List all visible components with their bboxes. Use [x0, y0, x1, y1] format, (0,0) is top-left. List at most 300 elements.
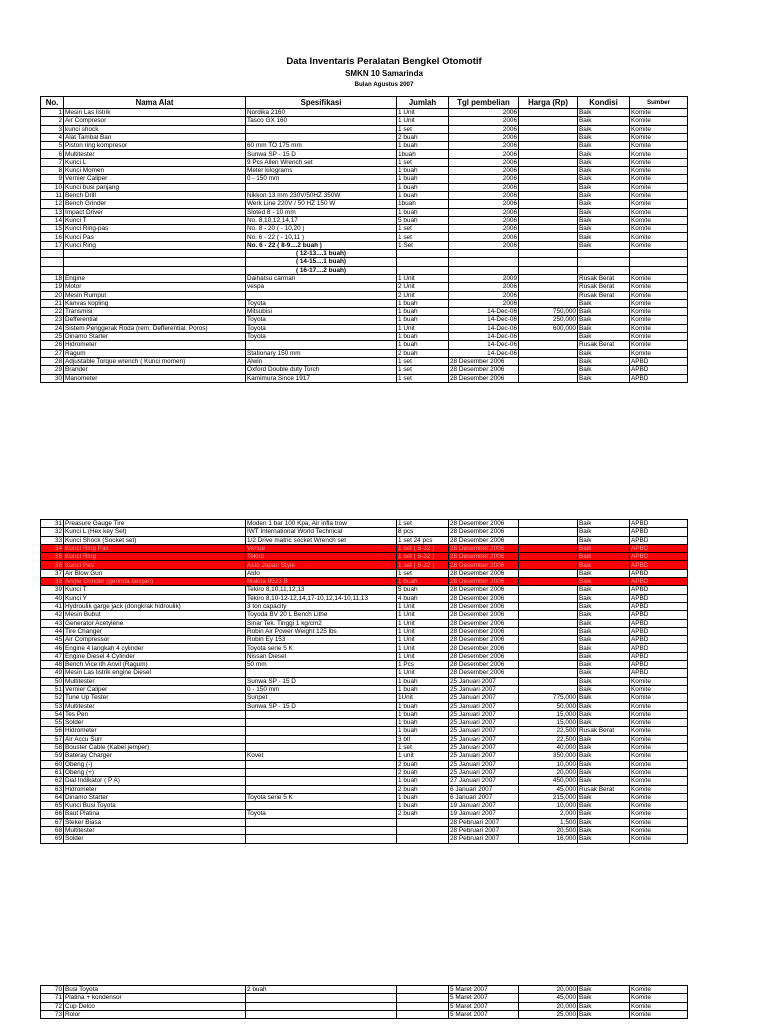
cell-no: 61: [41, 768, 64, 776]
cell-nama-alat: Multitester: [64, 826, 246, 834]
cell-spesifikasi: Sinar Tek. Tinggi 1 kg/cm2: [246, 619, 397, 627]
cell-harga: 10,000: [519, 760, 578, 768]
cell-no: 21: [41, 299, 64, 307]
cell-nama-alat: Hidrometer: [64, 727, 246, 735]
cell-harga: [519, 644, 578, 652]
cell-nama-alat: Multitester: [64, 677, 246, 685]
cell-jumlah: [397, 258, 449, 266]
cell-jumlah: 1buah: [397, 150, 449, 158]
cell-tgl-pembelian: 14-Dec-06: [449, 349, 519, 357]
cell-nama-alat: Brander: [64, 366, 246, 374]
cell-kondisi: Baik: [578, 835, 630, 843]
cell-no: 23: [41, 316, 64, 324]
cell-nama-alat: Bateray Charger: [64, 752, 246, 760]
cell-no: 38: [41, 578, 64, 586]
cell-kondisi: Baik: [578, 777, 630, 785]
table-row: [41, 216, 688, 224]
table-row: [41, 994, 688, 1002]
cell-harga: [519, 553, 578, 561]
table-row: [41, 341, 688, 349]
cell-nama-alat: Mesin Las listrik: [64, 109, 246, 117]
cell-no: [41, 266, 64, 274]
cell-kondisi: Baik: [578, 241, 630, 249]
cell-nama-alat: Alat Tambal Ban: [64, 133, 246, 141]
cell-nama-alat: Air Accu Surr: [64, 735, 246, 743]
cell-harga: [519, 233, 578, 241]
cell-tgl-pembelian: 28 Desember 2006: [449, 602, 519, 610]
header-kondisi: Kondisi: [578, 97, 630, 109]
cell-nama-alat: Engine 4 langkah 4 cylinder: [64, 644, 246, 652]
cell-no: 67: [41, 818, 64, 826]
cell-nama-alat: Manometer: [64, 374, 246, 382]
cell-kondisi: [578, 258, 630, 266]
cell-sumber: APBD: [630, 578, 688, 586]
document-title: Data Inventaris Peralatan Bengkel Otomotif: [286, 56, 482, 67]
cell-kondisi: Baik: [578, 810, 630, 818]
cell-harga: 22,500: [519, 727, 578, 735]
table-row: [41, 710, 688, 718]
cell-sumber: APBD: [630, 619, 688, 627]
cell-jumlah: 1 buah: [397, 702, 449, 710]
cell-kondisi: Rusak Berat: [578, 274, 630, 282]
cell-harga: [519, 536, 578, 544]
cell-harga: [519, 341, 578, 349]
cell-spesifikasi: Toyota: [246, 299, 397, 307]
cell-spesifikasi: [246, 994, 397, 1002]
school-name: SMKN 10 Samarinda: [345, 69, 423, 78]
cell-spesifikasi: Werk Line 220V / 50 HZ 150 W: [246, 200, 397, 208]
cell-sumber: Komite: [630, 777, 688, 785]
cell-nama-alat: Kunci T: [64, 216, 246, 224]
cell-nama-alat: Ragum: [64, 349, 246, 357]
cell-nama-alat: Solder: [64, 835, 246, 843]
table-row: [41, 374, 688, 382]
cell-kondisi: Baik: [578, 299, 630, 307]
cell-sumber: APBD: [630, 627, 688, 635]
cell-spesifikasi: Moden 1 bar 100 Kpa, Air infla trow: [246, 520, 397, 528]
cell-sumber: Komite: [630, 208, 688, 216]
cell-tgl-pembelian: 28 Desember 2006: [449, 528, 519, 536]
cell-no: 58: [41, 744, 64, 752]
cell-tgl-pembelian: 6 Januari 2007: [449, 793, 519, 801]
cell-no: 63: [41, 785, 64, 793]
cell-spesifikasi: ( 16-17....2 buah): [246, 266, 397, 274]
table-row: [41, 986, 688, 994]
cell-harga: [519, 274, 578, 282]
cell-spesifikasi: 3 ton capacity: [246, 602, 397, 610]
cell-harga: [519, 183, 578, 191]
table-row: [41, 602, 688, 610]
cell-kondisi: Baik: [578, 578, 630, 586]
cell-harga: [519, 299, 578, 307]
cell-nama-alat: Solder: [64, 719, 246, 727]
cell-sumber: Komite: [630, 694, 688, 702]
cell-nama-alat: Preasure Gauge Tire: [64, 520, 246, 528]
cell-nama-alat: Air Blow Gun: [64, 569, 246, 577]
cell-jumlah: 2 buah: [397, 349, 449, 357]
cell-nama-alat: Kunci Pas: [64, 233, 246, 241]
cell-jumlah: 1 set 24 pcs: [397, 536, 449, 544]
cell-harga: [519, 677, 578, 685]
cell-spesifikasi: [246, 744, 397, 752]
cell-no: 36: [41, 561, 64, 569]
cell-spesifikasi: Sunwa SP - 15 D: [246, 150, 397, 158]
cell-harga: [519, 258, 578, 266]
cell-spesifikasi: [246, 760, 397, 768]
cell-no: 8: [41, 167, 64, 175]
cell-jumlah: [397, 1002, 449, 1010]
cell-no: 4: [41, 133, 64, 141]
cell-sumber: APBD: [630, 553, 688, 561]
cell-kondisi: Rusak Berat: [578, 341, 630, 349]
cell-jumlah: 1 buah: [397, 793, 449, 801]
cell-harga: [519, 357, 578, 365]
table-row: [41, 536, 688, 544]
cell-tgl-pembelian: 2006: [449, 150, 519, 158]
table-row: [41, 233, 688, 241]
cell-nama-alat: Dinamo Starter: [64, 793, 246, 801]
cell-tgl-pembelian: 2006: [449, 216, 519, 224]
cell-spesifikasi: Nordika 2160: [246, 109, 397, 117]
cell-harga: [519, 291, 578, 299]
cell-harga: [519, 191, 578, 199]
cell-nama-alat: Mesin Las listrik engine Diesel: [64, 669, 246, 677]
cell-jumlah: 2 buah: [397, 810, 449, 818]
cell-tgl-pembelian: [449, 266, 519, 274]
cell-spesifikasi: 0 - 150 mm: [246, 175, 397, 183]
cell-jumlah: [397, 818, 449, 826]
cell-harga: 20,500: [519, 826, 578, 834]
cell-sumber: Komite: [630, 810, 688, 818]
cell-kondisi: Baik: [578, 544, 630, 552]
cell-spesifikasi: Toyota: [246, 810, 397, 818]
cell-sumber: APBD: [630, 374, 688, 382]
cell-tgl-pembelian: [449, 250, 519, 258]
cell-kondisi: Baik: [578, 986, 630, 994]
table-row: [41, 333, 688, 341]
cell-nama-alat: Hidrometer: [64, 785, 246, 793]
cell-tgl-pembelian: 25 Januari 2007: [449, 735, 519, 743]
cell-harga: [519, 685, 578, 693]
cell-nama-alat: Engine: [64, 274, 246, 282]
cell-kondisi: Baik: [578, 768, 630, 776]
cell-no: 39: [41, 586, 64, 594]
cell-jumlah: 1 Unit: [397, 611, 449, 619]
cell-harga: 250,000: [519, 316, 578, 324]
cell-harga: [519, 366, 578, 374]
table-row: [41, 208, 688, 216]
cell-kondisi: Baik: [578, 133, 630, 141]
table-row: [41, 150, 688, 158]
cell-tgl-pembelian: 2006: [449, 299, 519, 307]
cell-harga: [519, 216, 578, 224]
cell-spesifikasi: 2 buah: [246, 986, 397, 994]
cell-nama-alat: Vernier Caliper: [64, 685, 246, 693]
cell-jumlah: 2 Unit: [397, 291, 449, 299]
cell-nama-alat: Kunci Busi Toyota: [64, 802, 246, 810]
cell-jumlah: 2 buah: [397, 785, 449, 793]
cell-sumber: Komite: [630, 702, 688, 710]
cell-no: 57: [41, 735, 64, 743]
cell-nama-alat: Kunci T: [64, 586, 246, 594]
cell-tgl-pembelian: 28 Desember 2006: [449, 569, 519, 577]
cell-sumber: APBD: [630, 528, 688, 536]
cell-kondisi: Baik: [578, 694, 630, 702]
cell-tgl-pembelian: 28 Pebruari 2007: [449, 835, 519, 843]
cell-no: 51: [41, 685, 64, 693]
cell-no: 1: [41, 109, 64, 117]
table-row: [41, 569, 688, 577]
cell-nama-alat: Tire Changer: [64, 627, 246, 635]
cell-sumber: Komite: [630, 225, 688, 233]
cell-sumber: Komite: [630, 349, 688, 357]
header-spesifikasi: Spesifikasi: [246, 97, 397, 109]
cell-no: 17: [41, 241, 64, 249]
cell-jumlah: 1 set: [397, 125, 449, 133]
cell-harga: [519, 611, 578, 619]
cell-sumber: Komite: [630, 744, 688, 752]
cell-no: 26: [41, 341, 64, 349]
cell-nama-alat: Multitester: [64, 702, 246, 710]
table-row: [41, 627, 688, 635]
cell-sumber: Komite: [630, 677, 688, 685]
table-row: [41, 818, 688, 826]
cell-kondisi: Baik: [578, 561, 630, 569]
cell-nama-alat: Hidrometer: [64, 341, 246, 349]
table-row: [41, 702, 688, 710]
cell-spesifikasi: [246, 719, 397, 727]
cell-no: 44: [41, 627, 64, 635]
table-row: [41, 1002, 688, 1010]
cell-tgl-pembelian: 14-Dec-06: [449, 316, 519, 324]
cell-jumlah: 1 set: [397, 158, 449, 166]
cell-no: 33: [41, 536, 64, 544]
cell-jumlah: 1 buah: [397, 299, 449, 307]
cell-nama-alat: Dinamo Starter: [64, 333, 246, 341]
cell-sumber: Komite: [630, 768, 688, 776]
table-row: [41, 250, 688, 258]
cell-spesifikasi: No. 8,10,12,14,17: [246, 216, 397, 224]
cell-kondisi: Baik: [578, 586, 630, 594]
cell-jumlah: 1 buah: [397, 341, 449, 349]
cell-no: 46: [41, 644, 64, 652]
cell-kondisi: Baik: [578, 826, 630, 834]
cell-nama-alat: Kunci Shock (Socket set): [64, 536, 246, 544]
cell-tgl-pembelian: 25 Januari 2007: [449, 768, 519, 776]
cell-nama-alat: Angle Grinder (gerinda tangan): [64, 578, 246, 586]
cell-tgl-pembelian: 14-Dec-06: [449, 341, 519, 349]
table-row: [41, 611, 688, 619]
cell-tgl-pembelian: 28 Desember 2006: [449, 357, 519, 365]
cell-kondisi: Baik: [578, 191, 630, 199]
cell-nama-alat: Bench Grinder: [64, 200, 246, 208]
cell-tgl-pembelian: 28 Desember 2006: [449, 366, 519, 374]
cell-jumlah: 1 Unit: [397, 324, 449, 332]
cell-tgl-pembelian: 19 Januari 2007: [449, 802, 519, 810]
cell-sumber: Komite: [630, 1010, 688, 1018]
cell-jumlah: 2 buah: [397, 133, 449, 141]
cell-sumber: Komite: [630, 735, 688, 743]
cell-spesifikasi: No. 8 - 20 ( - 10,20 ): [246, 225, 397, 233]
cell-tgl-pembelian: 2006: [449, 233, 519, 241]
cell-tgl-pembelian: 28 Desember 2006: [449, 520, 519, 528]
cell-spesifikasi: [246, 710, 397, 718]
cell-tgl-pembelian: 28 Desember 2006: [449, 586, 519, 594]
cell-nama-alat: Tes Pen: [64, 710, 246, 718]
cell-no: 30: [41, 374, 64, 382]
cell-jumlah: 1 buah: [397, 308, 449, 316]
cell-jumlah: 1 buah: [397, 142, 449, 150]
cell-no: 42: [41, 611, 64, 619]
table-row: [41, 117, 688, 125]
cell-harga: [519, 349, 578, 357]
cell-kondisi: Baik: [578, 994, 630, 1002]
cell-tgl-pembelian: 25 Januari 2007: [449, 685, 519, 693]
cell-sumber: Komite: [630, 710, 688, 718]
cell-tgl-pembelian: 25 Januari 2007: [449, 752, 519, 760]
cell-sumber: Komite: [630, 216, 688, 224]
cell-kondisi: Baik: [578, 602, 630, 610]
cell-jumlah: 1 Unit: [397, 109, 449, 117]
cell-spesifikasi: Sunwa SP - 15 D: [246, 677, 397, 685]
table-row: [41, 167, 688, 175]
cell-harga: [519, 283, 578, 291]
table-row: [41, 241, 688, 249]
cell-jumlah: 1 Unit: [397, 619, 449, 627]
cell-jumlah: [397, 826, 449, 834]
cell-kondisi: Baik: [578, 594, 630, 602]
cell-jumlah: 1 buah: [397, 175, 449, 183]
cell-harga: 600,000: [519, 324, 578, 332]
cell-harga: 450,000: [519, 777, 578, 785]
cell-nama-alat: Kunci Momen: [64, 167, 246, 175]
cell-spesifikasi: Sloted 8 - 10 mm: [246, 208, 397, 216]
table-row: [41, 357, 688, 365]
cell-kondisi: Baik: [578, 374, 630, 382]
table-row: [41, 785, 688, 793]
cell-kondisi: Baik: [578, 520, 630, 528]
cell-jumlah: 1 Unit: [397, 274, 449, 282]
cell-sumber: Komite: [630, 785, 688, 793]
cell-jumlah: [397, 994, 449, 1002]
cell-nama-alat: Kunci Ring Pas: [64, 544, 246, 552]
cell-harga: [519, 225, 578, 233]
cell-spesifikasi: Toyota: [246, 333, 397, 341]
inventory-table-3: [40, 985, 688, 1019]
cell-tgl-pembelian: 28 Desember 2006: [449, 561, 519, 569]
cell-spesifikasi: [246, 669, 397, 677]
cell-tgl-pembelian: 25 Januari 2007: [449, 677, 519, 685]
table-row: [41, 191, 688, 199]
cell-kondisi: [578, 266, 630, 274]
table-row: [41, 719, 688, 727]
cell-spesifikasi: 9 Pcs Allen Wrench set: [246, 158, 397, 166]
cell-nama-alat: Air Compressor: [64, 636, 246, 644]
cell-tgl-pembelian: 14-Dec-06: [449, 324, 519, 332]
cell-kondisi: Baik: [578, 611, 630, 619]
cell-nama-alat: Mesin Rumput: [64, 291, 246, 299]
cell-jumlah: 1 set ( 8-32 ): [397, 544, 449, 552]
cell-harga: [519, 208, 578, 216]
cell-nama-alat: Rolor: [64, 1010, 246, 1018]
cell-tgl-pembelian: 28 Desember 2006: [449, 644, 519, 652]
cell-kondisi: Baik: [578, 1010, 630, 1018]
cell-sumber: Komite: [630, 316, 688, 324]
cell-sumber: APBD: [630, 669, 688, 677]
cell-jumlah: 1 buah: [397, 191, 449, 199]
cell-harga: [519, 669, 578, 677]
cell-harga: 15,000: [519, 719, 578, 727]
table-row: [41, 677, 688, 685]
cell-spesifikasi: Robin Ey 153: [246, 636, 397, 644]
cell-harga: 20,000: [519, 1002, 578, 1010]
cell-kondisi: Baik: [578, 349, 630, 357]
table-row: [41, 694, 688, 702]
cell-harga: [519, 200, 578, 208]
cell-spesifikasi: [246, 727, 397, 735]
cell-tgl-pembelian: 28 Desember 2006: [449, 619, 519, 627]
cell-harga: 20,000: [519, 768, 578, 776]
cell-spesifikasi: Venue: [246, 544, 397, 552]
cell-spesifikasi: [246, 735, 397, 743]
cell-no: 59: [41, 752, 64, 760]
cell-harga: [519, 528, 578, 536]
table-row: [41, 274, 688, 282]
cell-harga: [519, 561, 578, 569]
cell-kondisi: Baik: [578, 117, 630, 125]
cell-harga: [519, 150, 578, 158]
cell-no: 50: [41, 677, 64, 685]
table-row: [41, 125, 688, 133]
cell-jumlah: 1 set: [397, 569, 449, 577]
cell-sumber: APBD: [630, 594, 688, 602]
table-row: [41, 544, 688, 552]
cell-tgl-pembelian: 28 Desember 2006: [449, 553, 519, 561]
cell-jumlah: 1 buah: [397, 316, 449, 324]
cell-kondisi: Baik: [578, 553, 630, 561]
cell-tgl-pembelian: 25 Januari 2007: [449, 727, 519, 735]
cell-spesifikasi: vespa: [246, 283, 397, 291]
cell-kondisi: Baik: [578, 109, 630, 117]
cell-jumlah: 4 buah: [397, 594, 449, 602]
table-row: [41, 735, 688, 743]
cell-harga: [519, 167, 578, 175]
cell-harga: [519, 520, 578, 528]
cell-nama-alat: Bench Vice ith Anvil (Ragum): [64, 661, 246, 669]
cell-sumber: Komite: [630, 802, 688, 810]
cell-kondisi: Baik: [578, 1002, 630, 1010]
cell-spesifikasi: Oxford Double duty Torch: [246, 366, 397, 374]
cell-nama-alat: Defferential: [64, 316, 246, 324]
cell-jumlah: 1 set: [397, 520, 449, 528]
cell-sumber: Komite: [630, 109, 688, 117]
cell-no: 15: [41, 225, 64, 233]
cell-nama-alat: Kunci busi panjang: [64, 183, 246, 191]
cell-harga: [519, 241, 578, 249]
cell-harga: [519, 175, 578, 183]
cell-tgl-pembelian: 2006: [449, 283, 519, 291]
table-row: [41, 777, 688, 785]
cell-tgl-pembelian: 28 Pebruari 2007: [449, 826, 519, 834]
cell-nama-alat: Multitester: [64, 150, 246, 158]
cell-jumlah: 1 buah: [397, 677, 449, 685]
cell-jumlah: 2 buah: [397, 768, 449, 776]
cell-sumber: Komite: [630, 200, 688, 208]
cell-no: [41, 250, 64, 258]
cell-kondisi: Baik: [578, 175, 630, 183]
cell-tgl-pembelian: 5 Maret 2007: [449, 986, 519, 994]
cell-sumber: APBD: [630, 644, 688, 652]
